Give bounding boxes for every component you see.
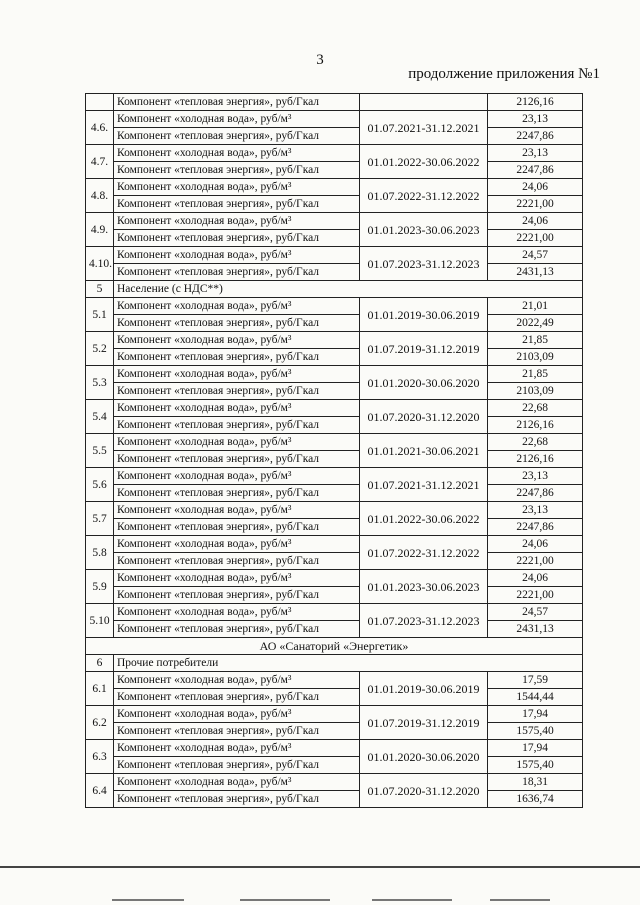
table-row bbox=[86, 434, 583, 451]
tariff-value: 2247,86 bbox=[488, 162, 583, 179]
table-row bbox=[86, 587, 583, 604]
table-row bbox=[86, 111, 583, 128]
tariff-value: 21,85 bbox=[488, 366, 583, 383]
table-row bbox=[86, 383, 583, 400]
group-title: Население (с НДС**) bbox=[114, 281, 583, 298]
table-row bbox=[86, 468, 583, 485]
period-cell: 01.07.2019-31.12.2019 bbox=[360, 706, 488, 740]
component-label: Компонент «тепловая энергия», руб/Гкал bbox=[114, 230, 360, 247]
scan-artifact bbox=[372, 899, 452, 901]
table-row bbox=[86, 774, 583, 791]
component-label: Компонент «тепловая энергия», руб/Гкал bbox=[114, 264, 360, 281]
period-cell: 01.01.2019-30.06.2019 bbox=[360, 672, 488, 706]
component-label: Компонент «холодная вода», руб/м³ bbox=[114, 502, 360, 519]
tariff-value: 24,06 bbox=[488, 213, 583, 230]
component-label: Компонент «тепловая энергия», руб/Гкал bbox=[114, 128, 360, 145]
table-row bbox=[86, 689, 583, 706]
component-label: Компонент «холодная вода», руб/м³ bbox=[114, 366, 360, 383]
component-label: Компонент «тепловая энергия», руб/Гкал bbox=[114, 315, 360, 332]
tariff-value: 2103,09 bbox=[488, 349, 583, 366]
table-row bbox=[86, 247, 583, 264]
period-cell: 01.01.2021-30.06.2021 bbox=[360, 434, 488, 468]
tariff-value: 23,13 bbox=[488, 111, 583, 128]
tariff-value: 2126,16 bbox=[488, 417, 583, 434]
table-row bbox=[86, 519, 583, 536]
table-row bbox=[86, 230, 583, 247]
tariff-value: 2221,00 bbox=[488, 587, 583, 604]
table-row bbox=[86, 366, 583, 383]
component-label: Компонент «тепловая энергия», руб/Гкал bbox=[114, 94, 360, 111]
scan-artifact bbox=[240, 899, 330, 901]
row-number-cell: 4.7. bbox=[86, 145, 114, 179]
tariff-value: 17,59 bbox=[488, 672, 583, 689]
component-label: Компонент «тепловая энергия», руб/Гкал bbox=[114, 162, 360, 179]
component-label: Компонент «тепловая энергия», руб/Гкал bbox=[114, 689, 360, 706]
component-label: Компонент «тепловая энергия», руб/Гкал bbox=[114, 757, 360, 774]
row-number-cell: 6.1 bbox=[86, 672, 114, 706]
tariff-value: 2126,16 bbox=[488, 94, 583, 111]
table-row bbox=[86, 400, 583, 417]
tariff-table-body bbox=[86, 94, 583, 808]
period-cell: 01.01.2019-30.06.2019 bbox=[360, 298, 488, 332]
tariff-value: 22,68 bbox=[488, 400, 583, 417]
table-row bbox=[86, 502, 583, 519]
component-label: Компонент «тепловая энергия», руб/Гкал bbox=[114, 587, 360, 604]
table-row bbox=[86, 723, 583, 740]
row-number-cell: 5.3 bbox=[86, 366, 114, 400]
tariff-value: 22,68 bbox=[488, 434, 583, 451]
row-number-cell: 6.4 bbox=[86, 774, 114, 808]
table-row bbox=[86, 315, 583, 332]
period-cell: 01.07.2019-31.12.2019 bbox=[360, 332, 488, 366]
component-label: Компонент «холодная вода», руб/м³ bbox=[114, 536, 360, 553]
table-row bbox=[86, 740, 583, 757]
period-cell: 01.07.2020-31.12.2020 bbox=[360, 400, 488, 434]
tariff-value: 24,57 bbox=[488, 604, 583, 621]
table-row bbox=[86, 791, 583, 808]
organization-title: АО «Санаторий «Энергетик» bbox=[86, 638, 583, 655]
table-row bbox=[86, 179, 583, 196]
component-label: Компонент «холодная вода», руб/м³ bbox=[114, 145, 360, 162]
tariff-value: 23,13 bbox=[488, 502, 583, 519]
tariff-value: 1636,74 bbox=[488, 791, 583, 808]
tariff-value: 2247,86 bbox=[488, 128, 583, 145]
period-cell: 01.07.2021-31.12.2021 bbox=[360, 468, 488, 502]
component-label: Компонент «тепловая энергия», руб/Гкал bbox=[114, 383, 360, 400]
tariff-value: 21,85 bbox=[488, 332, 583, 349]
organization-row bbox=[86, 638, 583, 655]
component-label: Компонент «холодная вода», руб/м³ bbox=[114, 604, 360, 621]
table-row bbox=[86, 213, 583, 230]
component-label: Компонент «тепловая энергия», руб/Гкал bbox=[114, 196, 360, 213]
table-row bbox=[86, 604, 583, 621]
table-row bbox=[86, 485, 583, 502]
group-title: Прочие потребители bbox=[114, 655, 583, 672]
tariff-value: 2431,13 bbox=[488, 264, 583, 281]
page-number: 3 bbox=[316, 52, 324, 68]
period-cell: 01.07.2023-31.12.2023 bbox=[360, 604, 488, 638]
tariff-value: 23,13 bbox=[488, 468, 583, 485]
period-cell: 01.07.2022-31.12.2022 bbox=[360, 179, 488, 213]
tariff-value: 17,94 bbox=[488, 706, 583, 723]
period-cell: 01.01.2022-30.06.2022 bbox=[360, 502, 488, 536]
table-row bbox=[86, 196, 583, 213]
table-row bbox=[86, 570, 583, 587]
tariff-value: 2221,00 bbox=[488, 196, 583, 213]
scan-artifact bbox=[112, 899, 184, 901]
table-row bbox=[86, 298, 583, 315]
row-number-cell: 5.5 bbox=[86, 434, 114, 468]
tariff-value: 2022,49 bbox=[488, 315, 583, 332]
group-number: 5 bbox=[86, 281, 114, 298]
period-cell: 01.01.2022-30.06.2022 bbox=[360, 145, 488, 179]
component-label: Компонент «тепловая энергия», руб/Гкал bbox=[114, 791, 360, 808]
tariff-value: 24,06 bbox=[488, 179, 583, 196]
table-row bbox=[86, 417, 583, 434]
row-number-cell: 5.8 bbox=[86, 536, 114, 570]
tariff-value: 1575,40 bbox=[488, 723, 583, 740]
row-number-cell: 5.2 bbox=[86, 332, 114, 366]
tariff-table bbox=[85, 93, 583, 808]
period-cell bbox=[360, 94, 488, 111]
tariff-value: 2247,86 bbox=[488, 519, 583, 536]
period-cell: 01.01.2020-30.06.2020 bbox=[360, 366, 488, 400]
component-label: Компонент «холодная вода», руб/м³ bbox=[114, 672, 360, 689]
component-label: Компонент «тепловая энергия», руб/Гкал bbox=[114, 485, 360, 502]
tariff-value: 2431,13 bbox=[488, 621, 583, 638]
component-label: Компонент «холодная вода», руб/м³ bbox=[114, 247, 360, 264]
row-number-cell: 4.6. bbox=[86, 111, 114, 145]
component-label: Компонент «холодная вода», руб/м³ bbox=[114, 332, 360, 349]
tariff-value: 24,06 bbox=[488, 536, 583, 553]
row-number-cell: 6.2 bbox=[86, 706, 114, 740]
period-cell: 01.07.2023-31.12.2023 bbox=[360, 247, 488, 281]
period-cell: 01.01.2023-30.06.2023 bbox=[360, 213, 488, 247]
component-label: Компонент «холодная вода», руб/м³ bbox=[114, 400, 360, 417]
row-number-cell: 5.9 bbox=[86, 570, 114, 604]
component-label: Компонент «холодная вода», руб/м³ bbox=[114, 213, 360, 230]
group-row bbox=[86, 655, 583, 672]
appendix-continuation-heading: продолжение приложения №1 bbox=[408, 66, 600, 82]
component-label: Компонент «тепловая энергия», руб/Гкал bbox=[114, 349, 360, 366]
tariff-value: 23,13 bbox=[488, 145, 583, 162]
table-row bbox=[86, 162, 583, 179]
component-label: Компонент «тепловая энергия», руб/Гкал bbox=[114, 417, 360, 434]
tariff-value: 2247,86 bbox=[488, 485, 583, 502]
table-row bbox=[86, 94, 583, 111]
tariff-value: 1575,40 bbox=[488, 757, 583, 774]
table-row bbox=[86, 672, 583, 689]
period-cell: 01.07.2021-31.12.2021 bbox=[360, 111, 488, 145]
component-label: Компонент «холодная вода», руб/м³ bbox=[114, 179, 360, 196]
component-label: Компонент «холодная вода», руб/м³ bbox=[114, 570, 360, 587]
table-row bbox=[86, 706, 583, 723]
tariff-value: 2221,00 bbox=[488, 230, 583, 247]
table-row bbox=[86, 536, 583, 553]
row-number-cell: 5.10 bbox=[86, 604, 114, 638]
tariff-value: 2103,09 bbox=[488, 383, 583, 400]
row-number-cell: 4.9. bbox=[86, 213, 114, 247]
component-label: Компонент «холодная вода», руб/м³ bbox=[114, 706, 360, 723]
table-row bbox=[86, 145, 583, 162]
table-row bbox=[86, 264, 583, 281]
tariff-value: 24,06 bbox=[488, 570, 583, 587]
group-row bbox=[86, 281, 583, 298]
table-row bbox=[86, 332, 583, 349]
component-label: Компонент «тепловая энергия», руб/Гкал bbox=[114, 553, 360, 570]
component-label: Компонент «тепловая энергия», руб/Гкал bbox=[114, 621, 360, 638]
tariff-value: 21,01 bbox=[488, 298, 583, 315]
tariff-value: 18,31 bbox=[488, 774, 583, 791]
row-number-cell: 5.7 bbox=[86, 502, 114, 536]
component-label: Компонент «холодная вода», руб/м³ bbox=[114, 298, 360, 315]
row-number-cell bbox=[86, 94, 114, 111]
component-label: Компонент «холодная вода», руб/м³ bbox=[114, 740, 360, 757]
period-cell: 01.01.2023-30.06.2023 bbox=[360, 570, 488, 604]
period-cell: 01.07.2020-31.12.2020 bbox=[360, 774, 488, 808]
component-label: Компонент «тепловая энергия», руб/Гкал bbox=[114, 519, 360, 536]
scan-artifact bbox=[490, 899, 550, 901]
component-label: Компонент «холодная вода», руб/м³ bbox=[114, 434, 360, 451]
row-number-cell: 6.3 bbox=[86, 740, 114, 774]
tariff-value: 2221,00 bbox=[488, 553, 583, 570]
table-row bbox=[86, 128, 583, 145]
component-label: Компонент «холодная вода», руб/м³ bbox=[114, 774, 360, 791]
tariff-value: 2126,16 bbox=[488, 451, 583, 468]
row-number-cell: 4.10. bbox=[86, 247, 114, 281]
page-bottom-edge bbox=[0, 866, 640, 868]
period-cell: 01.07.2022-31.12.2022 bbox=[360, 536, 488, 570]
group-number: 6 bbox=[86, 655, 114, 672]
row-number-cell: 5.4 bbox=[86, 400, 114, 434]
row-number-cell: 5.6 bbox=[86, 468, 114, 502]
table-row bbox=[86, 621, 583, 638]
table-row bbox=[86, 451, 583, 468]
tariff-value: 1544,44 bbox=[488, 689, 583, 706]
period-cell: 01.01.2020-30.06.2020 bbox=[360, 740, 488, 774]
tariff-value: 17,94 bbox=[488, 740, 583, 757]
tariff-value: 24,57 bbox=[488, 247, 583, 264]
component-label: Компонент «тепловая энергия», руб/Гкал bbox=[114, 723, 360, 740]
row-number-cell: 5.1 bbox=[86, 298, 114, 332]
component-label: Компонент «холодная вода», руб/м³ bbox=[114, 468, 360, 485]
component-label: Компонент «тепловая энергия», руб/Гкал bbox=[114, 451, 360, 468]
table-row bbox=[86, 553, 583, 570]
table-row bbox=[86, 349, 583, 366]
row-number-cell: 4.8. bbox=[86, 179, 114, 213]
table-row bbox=[86, 757, 583, 774]
component-label: Компонент «холодная вода», руб/м³ bbox=[114, 111, 360, 128]
